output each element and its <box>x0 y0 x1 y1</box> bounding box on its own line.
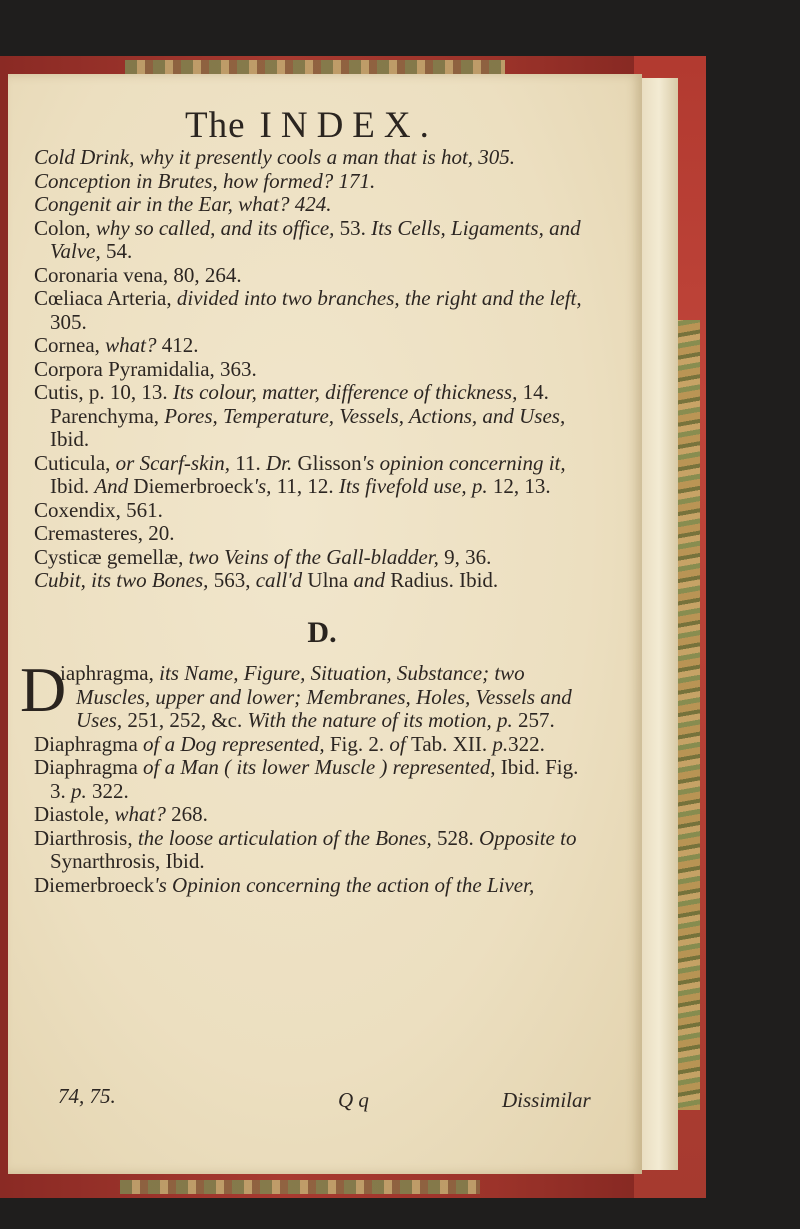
index-entry <box>22 756 582 803</box>
entry-text-segment: p. <box>71 778 92 803</box>
index-entry <box>22 146 582 170</box>
index-entry <box>22 452 582 499</box>
entry-text-segment: Ibid. Fig. 3. <box>50 755 579 803</box>
entry-text-segment: and <box>353 568 391 592</box>
marbled-top-edge <box>125 60 505 74</box>
index-entry <box>22 193 582 217</box>
entry-text-segment: Cubit, its two Bones, <box>34 568 214 592</box>
entry-text-segment: Ibid. <box>50 427 90 451</box>
entry-text-segment: Ulna <box>307 568 354 592</box>
entry-text-segment: what? <box>105 333 162 357</box>
entries-letter-c <box>22 146 582 593</box>
entry-text-segment: Cutis, p. 10, 13. <box>34 380 173 404</box>
entry-text-segment: With the nature of its motion, p. <box>247 708 518 732</box>
page-stack-edge <box>640 78 678 1170</box>
continued-page-numbers: 74, 75. <box>58 1084 116 1108</box>
entry-text-segment: what? <box>114 802 172 826</box>
entry-text-segment: p. <box>492 731 509 756</box>
entry-text-segment: or Scarf-skin, <box>115 450 236 475</box>
entry-text-segment: 14. Parenchyma, <box>50 380 549 428</box>
entry-text-segment: Cysticæ gemellæ, <box>34 544 189 569</box>
entry-text-segment: Synarthrosis, Ibid. <box>50 849 205 873</box>
page-title <box>185 104 445 147</box>
index-entry <box>22 522 582 546</box>
entry-text-segment: Diemerbroeck <box>34 872 155 897</box>
entry-text-segment: Dr. <box>265 450 298 475</box>
entry-text-segment: Corpora Pyramidalia, 363. <box>34 356 257 381</box>
entry-text-segment: Cremasteres, 20. <box>34 521 175 545</box>
entry-text-segment: 322. <box>92 778 129 803</box>
entry-text-segment: Cuticula, <box>34 450 116 475</box>
index-entry <box>22 803 582 827</box>
entry-text-segment: Diarthrosis, <box>34 825 138 850</box>
entry-text-segment: 11. <box>235 450 266 475</box>
entries-letter-d <box>22 733 582 898</box>
entry-text-segment: Diaphragma <box>34 755 144 779</box>
entry-text-segment: And <box>94 474 134 498</box>
signature-mark: Q q <box>338 1088 369 1112</box>
entry-text-segment: Radius. Ibid. <box>390 568 499 592</box>
entry-text-segment: 251, 252, &c. <box>127 708 248 732</box>
index-entry <box>22 381 582 452</box>
marbled-bottom-edge <box>120 1180 480 1194</box>
entry-text-segment: Its fivefold use, p. <box>338 474 493 498</box>
entry-text-segment: Glisson <box>297 450 362 475</box>
entry-text-segment: Ibid. <box>50 474 95 498</box>
entry-text-segment: 53. <box>339 215 372 240</box>
entry-text-segment: iaphragma, <box>60 661 160 685</box>
entry-text <box>60 661 572 732</box>
entry-text-segment: Congenit air in the Ear, what? 424. <box>34 192 332 216</box>
entry-text-segment: 's opinion concerning it, <box>361 450 566 475</box>
entry-text-segment: Diemerbroeck <box>133 474 254 498</box>
entry-text-segment: Tab. XII. <box>410 731 493 756</box>
drop-cap: D <box>20 654 67 725</box>
index-entry <box>22 827 582 874</box>
entry-text-segment: 54. <box>105 239 133 263</box>
entry-text-segment: 12, 13. <box>492 474 551 498</box>
entry-text-segment: of a Man ( its lower Muscle ) represented, <box>143 755 501 779</box>
catchword: Dissimilar <box>502 1088 591 1112</box>
index-entry <box>22 264 582 288</box>
index-entry <box>22 874 582 898</box>
index-entry <box>22 733 582 757</box>
entry-text-segment: 9, 36. <box>444 544 492 569</box>
entry-text-segment: 's, <box>253 474 277 498</box>
entry-text-segment: of a Dog represented, <box>143 731 330 756</box>
section-letter-heading: D. <box>307 615 337 649</box>
entry-text-segment: of <box>389 731 411 756</box>
entry-text-segment: Pores, Temperature, Vessels, Actions, and Uses, <box>164 403 566 428</box>
entry-text-segment: 305. <box>50 309 87 334</box>
entry-text-segment: 268. <box>171 802 208 826</box>
entry-text-segment: the loose articulation of the Bones, <box>137 825 438 850</box>
page-footer <box>8 1084 642 1114</box>
entry-text-segment: two Veins of the Gall-bladder, <box>188 544 445 569</box>
title-index: INDEX. <box>259 105 438 146</box>
entry-text-segment: Diaphragma <box>34 731 144 756</box>
index-entry <box>22 287 582 334</box>
entry-text-segment: Opposite to <box>479 825 577 850</box>
index-entry <box>22 546 582 570</box>
entry-text-segment: Its Cells, Ligaments, and Valve, <box>50 215 581 263</box>
entry-text-segment: its Name, Figure, Situation, Substance; two Muscles, upper and lower; Membranes, Holes, Vessels and Uses, <box>76 661 572 732</box>
entry-text-segment: why so called, and its office, <box>95 215 340 240</box>
index-entries <box>22 146 582 897</box>
entry-text-segment: Colon, <box>34 215 96 240</box>
entry-text-segment: call'd <box>255 568 308 592</box>
index-entry-diaphragma <box>20 654 582 733</box>
title-the: The <box>185 105 246 146</box>
entry-text-segment: Diastole, <box>34 802 115 826</box>
index-entry <box>22 499 582 523</box>
entry-text-segment: 257. <box>517 708 555 732</box>
entry-text-segment: 412. <box>161 333 199 357</box>
index-entry <box>22 170 582 194</box>
entry-text-segment: Fig. 2. <box>329 731 390 756</box>
entry-text-segment: 528. <box>437 825 480 850</box>
entry-text-segment: Coxendix, 561. <box>34 497 163 522</box>
entry-text-segment: Cornea, <box>34 333 106 357</box>
entry-text-segment: Conception in Brutes, how formed? 171. <box>34 168 376 193</box>
entry-text-segment: Coronaria vena, 80, 264. <box>34 262 242 287</box>
entry-text-segment: Cold Drink, why it presently cools a man that is hot, 305. <box>34 145 516 169</box>
index-entry <box>22 358 582 382</box>
index-entry <box>22 217 582 264</box>
index-entry <box>22 569 582 593</box>
entry-text-segment: 's Opinion concerning the action of the Liver, <box>154 872 535 897</box>
index-entry <box>22 334 582 358</box>
entry-text-segment: 322. <box>508 731 545 756</box>
entry-text-segment: divided into two branches, the right and the left, <box>176 286 582 310</box>
entry-text-segment: 11, 12. <box>276 474 339 498</box>
entry-text-segment: 563, <box>213 568 256 592</box>
entry-text-segment: Its colour, matter, difference of thickness, <box>172 380 523 404</box>
entry-text-segment: Cœliaca Arteria, <box>34 286 177 310</box>
